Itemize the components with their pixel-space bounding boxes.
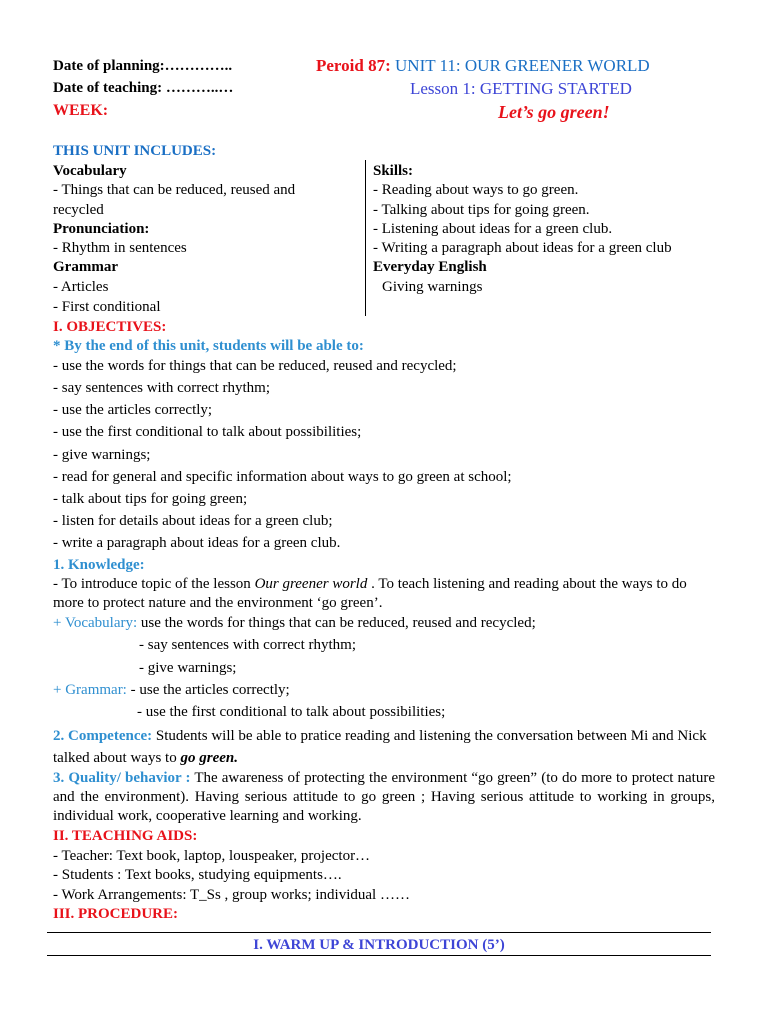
table-top-border bbox=[47, 932, 711, 933]
week-label: WEEK: bbox=[53, 102, 109, 119]
objective-item: - use the words for things that can be reduced, reused and recycled; bbox=[53, 358, 457, 374]
warmup-heading: I. WARM UP & INTRODUCTION (5’) bbox=[253, 937, 505, 953]
vocabulary-sub-warnings: - give warnings; bbox=[139, 660, 237, 676]
competence-text: Students will be able to pratice reading and listening the conversation between Mi and Nick talked about ways to bbox=[53, 728, 707, 766]
lesson-title: Lesson 1: GETTING STARTED bbox=[410, 79, 632, 98]
vocabulary-sub-rhythm: - say sentences with correct rhythm; bbox=[139, 637, 357, 653]
objective-item: - give warnings; bbox=[53, 447, 151, 463]
lesson-subtitle: Let’s go green! bbox=[498, 102, 610, 122]
knowledge-heading: 1. Knowledge: bbox=[53, 557, 145, 573]
knowledge-text-b: . To teach listening and reading about the ways to do more to protect nature and the environment ‘go green’. bbox=[53, 576, 687, 611]
skill-writing: - Writing a paragraph about ideas for a green club bbox=[373, 240, 672, 256]
grammar-text: - use the articles correctly; bbox=[126, 682, 290, 698]
quality-paragraph bbox=[53, 769, 715, 826]
everyday-english-heading: Everyday English bbox=[373, 259, 487, 275]
vocabulary-heading: Vocabulary bbox=[53, 163, 127, 179]
objective-item: - say sentences with correct rhythm; bbox=[53, 380, 271, 396]
grammar-item-articles: - Articles bbox=[53, 279, 109, 295]
grammar-heading: Grammar bbox=[53, 259, 118, 275]
objective-item: - read for general and specific information about ways to go green at school; bbox=[53, 469, 512, 485]
teaching-aid-item: - Work Arrangements: T_Ss , group works; individual …… bbox=[53, 887, 410, 903]
skills-heading: Skills: bbox=[373, 163, 414, 179]
objective-item: - use the articles correctly; bbox=[53, 402, 213, 418]
vocabulary-line-2: recycled bbox=[53, 202, 104, 218]
vocabulary-text: use the words for things that can be reduced, reused and recycled; bbox=[137, 615, 536, 631]
objective-item: - use the first conditional to talk about possibilities; bbox=[53, 424, 362, 440]
knowledge-grammar-line bbox=[53, 681, 290, 699]
knowledge-paragraph bbox=[53, 575, 715, 613]
competence-paragraph bbox=[53, 725, 715, 769]
table-row-border bbox=[47, 955, 711, 956]
teaching-aid-item: - Students : Text books, studying equipments…. bbox=[53, 867, 342, 883]
vocabulary-line-1: - Things that can be reduced, reused and bbox=[53, 182, 296, 198]
knowledge-text-a: - To introduce topic of the lesson bbox=[53, 576, 255, 592]
competence-emphasis: go green. bbox=[180, 750, 238, 766]
vocabulary-label: + Vocabulary: bbox=[53, 615, 138, 631]
grammar-label: + Grammar: bbox=[53, 682, 127, 698]
unit-includes-heading: THIS UNIT INCLUDES: bbox=[53, 143, 217, 159]
skill-reading: - Reading about ways to go green. bbox=[373, 182, 579, 198]
knowledge-vocabulary-line bbox=[53, 614, 536, 632]
skill-listening: - Listening about ideas for a green club. bbox=[373, 221, 613, 237]
pronunciation-heading: Pronunciation: bbox=[53, 221, 150, 237]
date-of-teaching: Date of teaching: ………..… bbox=[53, 80, 234, 96]
quality-heading: 3. Quality/ behavior : bbox=[53, 770, 191, 786]
everyday-english-item: Giving warnings bbox=[382, 279, 483, 295]
objectives-heading: I. OBJECTIVES: bbox=[53, 319, 167, 335]
lesson-topic: Our greener world bbox=[254, 576, 368, 592]
teaching-aids-heading: II. TEACHING AIDS: bbox=[53, 828, 198, 844]
procedure-heading: III. PROCEDURE: bbox=[53, 906, 179, 922]
period-label: Peroid 87: bbox=[316, 56, 391, 75]
unit-title: UNIT 11: OUR GREENER WORLD bbox=[395, 56, 650, 75]
teaching-aid-item: - Teacher: Text book, laptop, louspeaker, projector… bbox=[53, 848, 371, 864]
skill-talking: - Talking about tips for going green. bbox=[373, 202, 590, 218]
period-unit-line bbox=[316, 57, 650, 75]
pronunciation-item: - Rhythm in sentences bbox=[53, 240, 187, 256]
objectives-intro: * By the end of this unit, students will be able to: bbox=[53, 338, 364, 354]
objective-item: - talk about tips for going green; bbox=[53, 491, 248, 507]
quality-text: The awareness of protecting the environment “go green” (to do more to protect nature and the environment). Having serious attitude to go green ; Having serious attitude to working in groups, individual work, cooperative learning and working. bbox=[53, 770, 716, 824]
column-divider bbox=[365, 160, 366, 316]
grammar-sub-conditional: - use the first conditional to talk about possibilities; bbox=[137, 704, 446, 720]
objective-item: - write a paragraph about ideas for a green club. bbox=[53, 535, 341, 551]
grammar-item-conditional: - First conditional bbox=[53, 299, 161, 315]
date-of-planning: Date of planning:………….. bbox=[53, 58, 233, 74]
competence-heading: 2. Competence: bbox=[53, 728, 153, 744]
objective-item: - listen for details about ideas for a green club; bbox=[53, 513, 333, 529]
